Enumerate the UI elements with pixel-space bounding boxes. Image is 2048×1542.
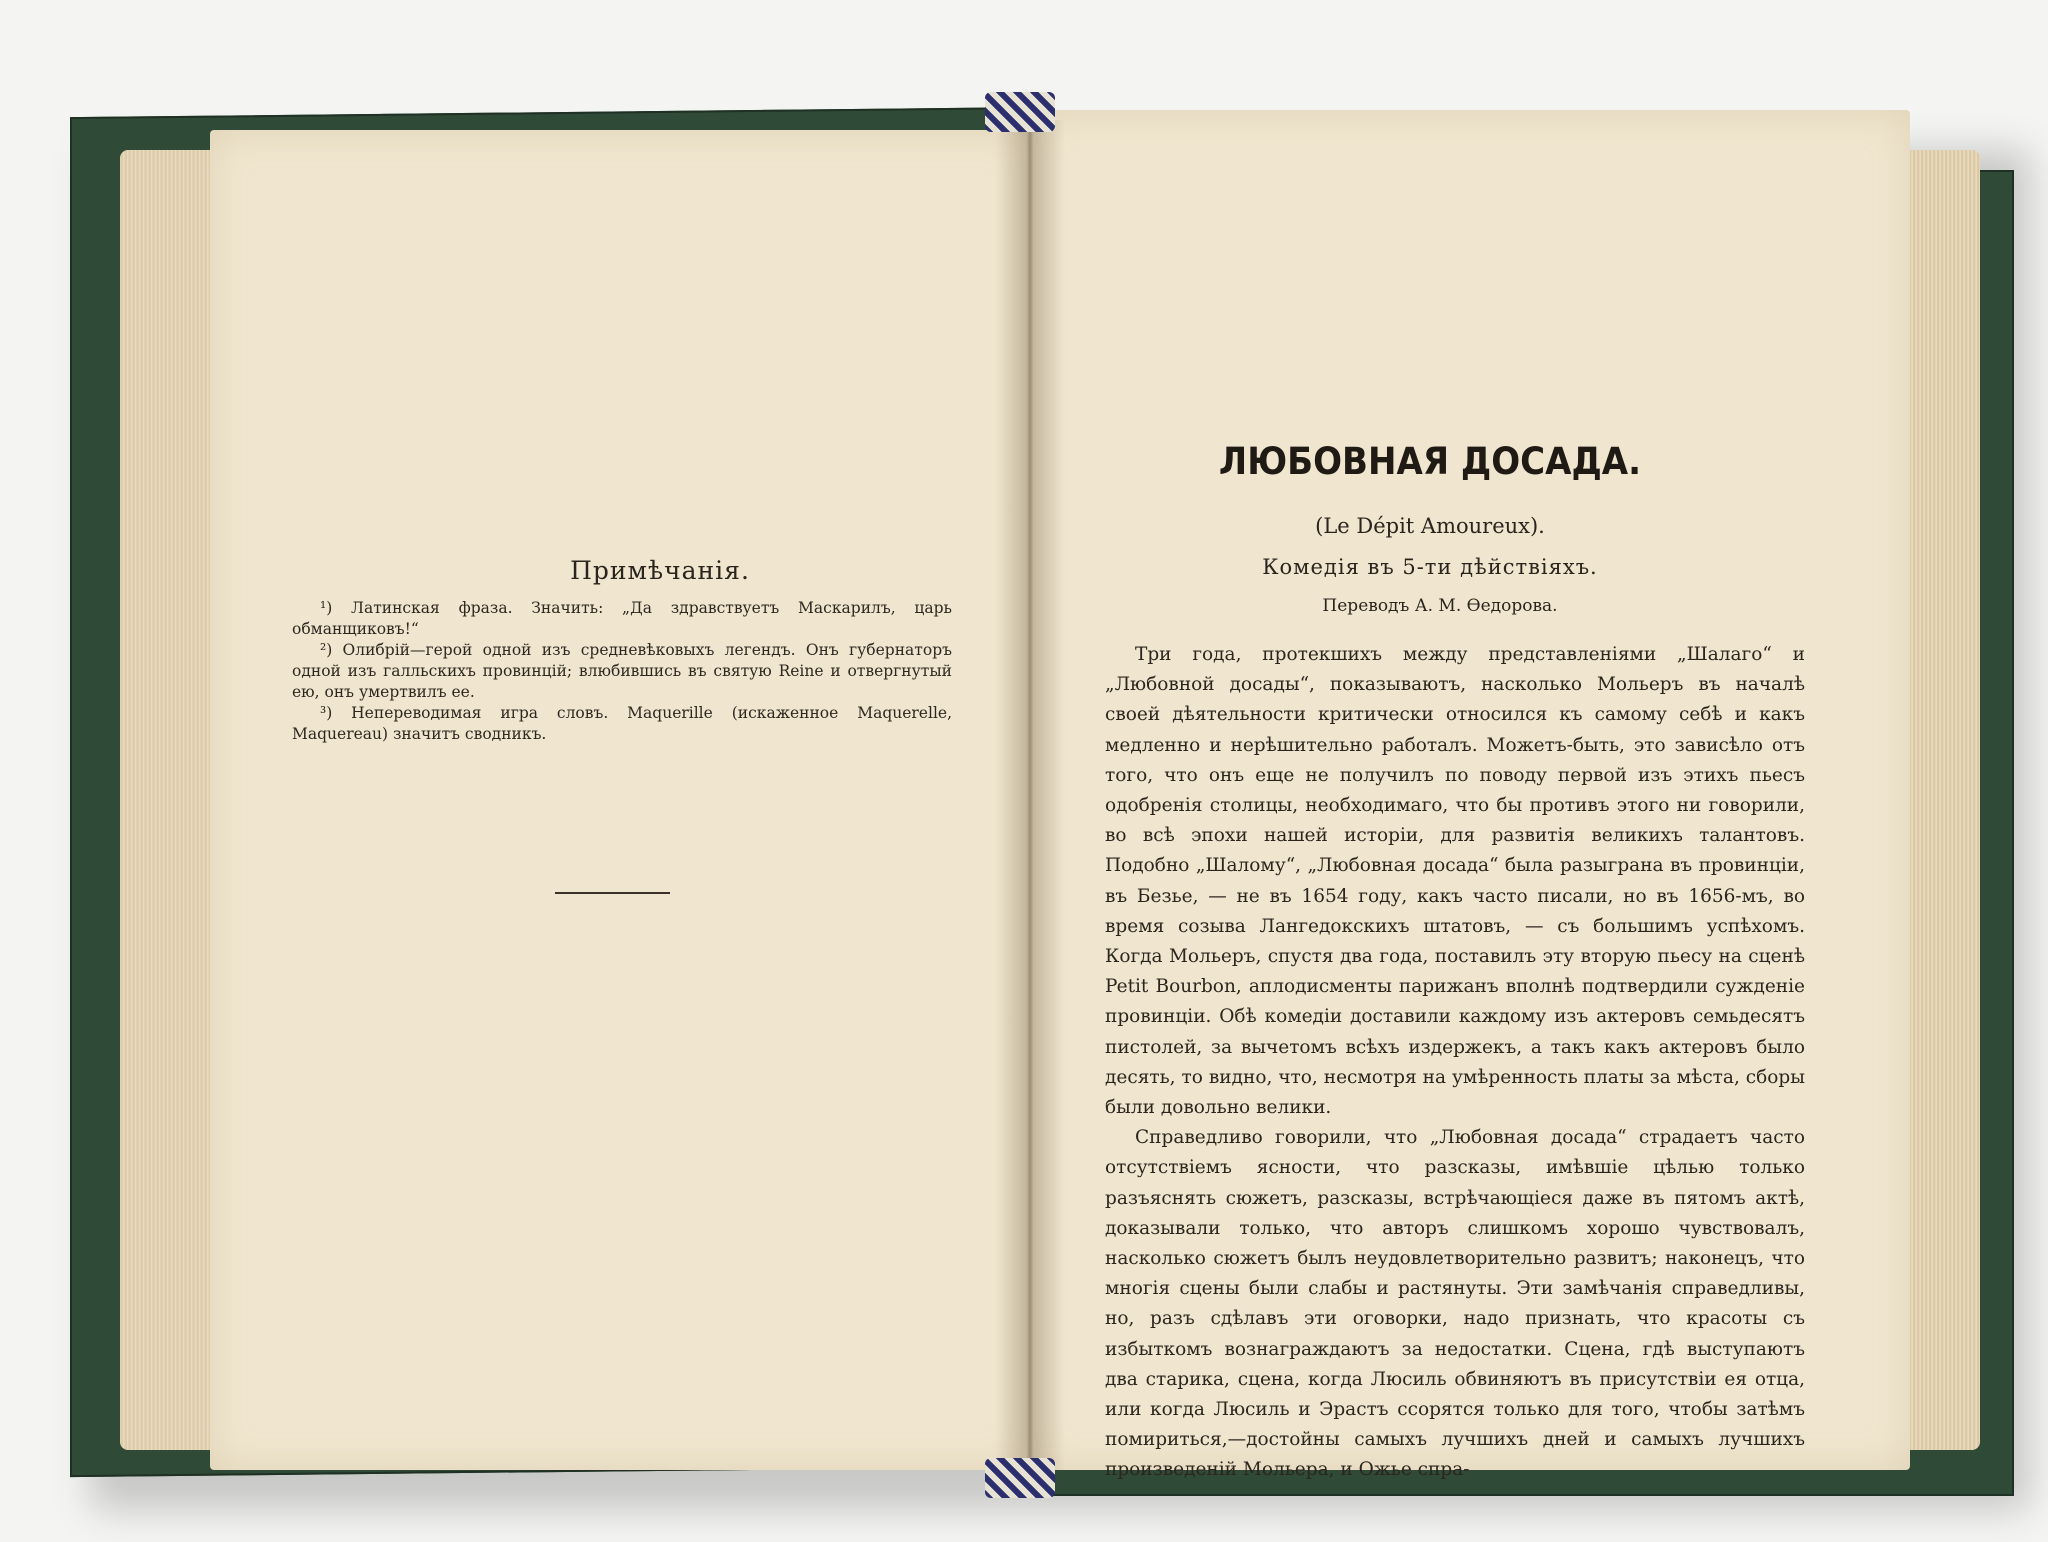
play-subtitle: (Le Dépit Amoureux). (1315, 514, 1545, 538)
note-1: ¹) Латинская фраза. Значить: „Да здравствуетъ Маскарилъ, царь обманщиковъ!“ (292, 599, 952, 638)
paragraph-2: Справедливо говорили, что „Любовная досада“ страдаетъ часто отсутствіемъ ясности, что разсказы, имѣвшіе цѣлью только разъяснять сюжетъ, разсказы, встрѣчающіеся даже въ пятомъ актѣ, доказывали только, что авторъ слишкомъ хорошо чувствовалъ, насколько сюжетъ былъ неудовлетворительно развитъ; наконецъ, что многія сцены были слабы и растянуты. Эти замѣчанія справедливы, но, разъ сдѣлавъ эти оговорки, надо признать, что красоты съ избыткомъ вознаграждаютъ за недостатки. Сцена, гдѣ выступаютъ два старика, сцена, когда Люсиль обвиняютъ въ присутствіи ея отца, или когда Люсиль и Эрастъ ссорятся только для того, чтобы затѣмъ помириться,—достойны самыхъ лучшихъ дней и самыхъ лучшихъ произведеній Мольера, и Ожье спра- (1105, 1127, 1805, 1481)
play-title: ЛЮБОВНАЯ ДОСАДА. (1218, 440, 1642, 483)
headband-top (985, 92, 1055, 132)
left-page (210, 130, 1030, 1470)
play-genre: Комедія въ 5-ти дѣйствіяхъ. (1262, 555, 1598, 579)
intro-text (1105, 640, 1805, 1486)
paragraph-1: Три года, протекшихъ между представленіями „Шалаго“ и „Любовной досады“, показываютъ, насколько Мольеръ въ началѣ своей дѣятельности критически относился къ самому себѣ и какъ медленно и нерѣшительно работалъ. Можетъ-быть, это зависѣло отъ того, что онъ еще не получилъ по поводу первой изъ этихъ пьесъ одобренія столицы, необходимаго, что бы противъ этого ни говорили, во всѣ эпохи нашей исторіи, для развитія великихъ талантовъ. Подобно „Шалому“, „Любовная досада“ была разыграна въ провинціи, въ Безье, — не въ 1654 году, какъ часто писали, но въ 1656-мъ, во время созыва Лангедокскихъ штатовъ, — съ большимъ успѣхомъ. Когда Мольеръ, спустя два года, поставилъ эту вторую пьесу на сценѣ Petit Bourbon, аплодисменты парижанъ вполнѣ подтвердили сужденіе провинціи. Обѣ комедіи доставили каждому изъ актеровъ семьдесятъ пистолей, за вычетомъ всѣхъ издержекъ, а такъ какъ актеровъ было десять, то видно, что, несмотря на умѣренность платы за мѣста, сборы были довольно велики. (1105, 644, 1805, 1119)
headband-bottom (985, 1458, 1055, 1498)
notes-heading: Примѣчанія. (570, 556, 750, 585)
end-rule (555, 892, 670, 894)
note-3: ³) Непереводимая игра словъ. Maquerille (искаженное Maquerelle, Maquereau) значитъ сводникъ. (292, 704, 952, 743)
note-2: ²) Олибрій—герой одной изъ средневѣковыхъ легендъ. Онъ губернаторъ одной изъ галльскихъ провинцій; влюбившись въ святую Reine и отвергнутый ею, онъ умертвилъ ее. (292, 641, 952, 701)
translator-credit: Переводъ А. М. Ѳедорова. (1322, 596, 1558, 616)
notes-list (292, 598, 952, 745)
book-gutter (995, 120, 1065, 1470)
